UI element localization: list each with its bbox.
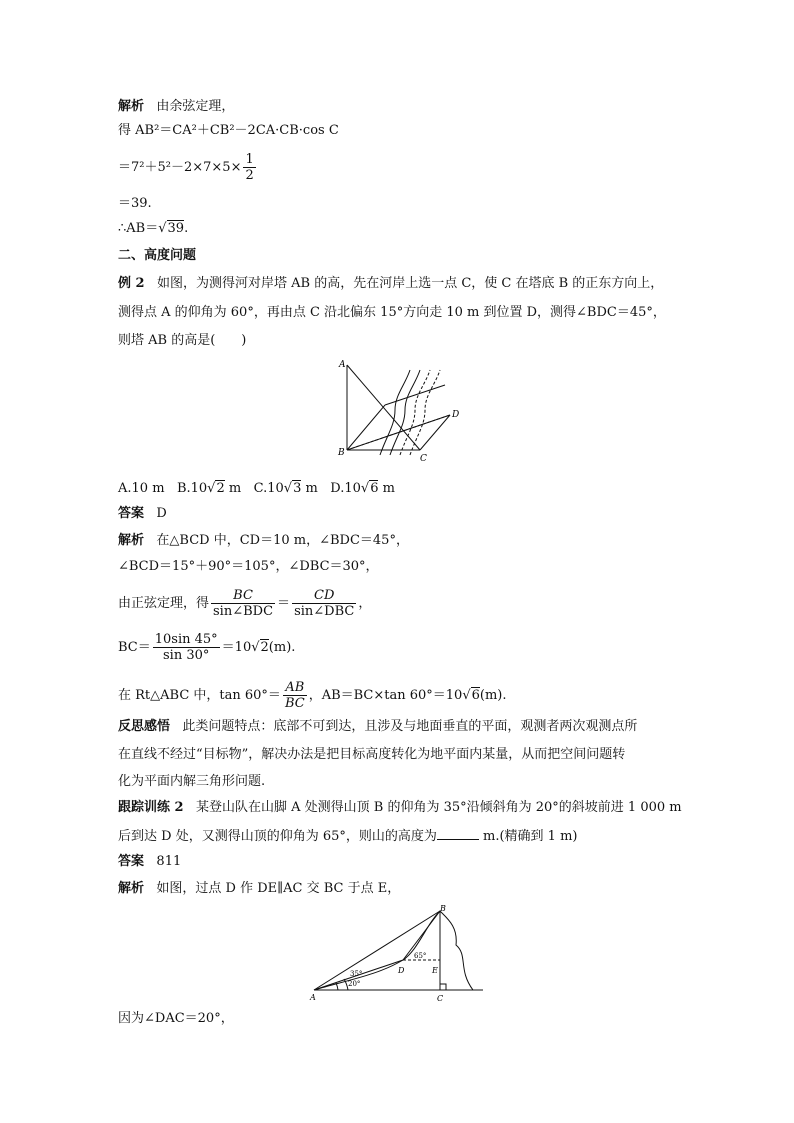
option-b[interactable]: B.10√2 m [176,481,242,496]
practice-label: 跟踪训练 2 [118,800,184,815]
practice2-line1 [118,799,682,817]
example2-sol4: BC＝ $\frac{10\sin 45^\circ}{\sin 30^\circ}$ ＝10√2(m). [118,632,296,663]
practice2-sol2: 因为∠DAC＝20°， [118,1011,234,1026]
solution-label: 解析 [118,533,145,548]
example2-options [118,480,395,498]
point-label-B: B [338,448,345,458]
fraction-cd-sin [292,588,356,619]
example2-sol2: ∠BCD＝15°＋90°＝105°，∠DBC＝30°， [118,559,379,574]
example2-line3: 则塔 AB 的高是( ) [118,333,247,348]
fraction-numerator: CD [292,588,356,604]
example2-line1 [118,275,663,293]
radicand: 6 [471,688,480,703]
formula-text: (m). [268,640,296,655]
solution-label: 解析 [118,99,145,114]
fraction-denominator: sin 30° [163,648,210,663]
reflection-label: 反思感悟 [118,719,171,734]
answer-value: D [156,506,167,521]
answer-value: 811 [156,854,182,869]
point-label-B: B [440,905,446,913]
fraction-denominator: BC [284,696,305,711]
fraction-denominator: sin∠BDC [213,604,274,619]
fraction-numerator: 1 [245,152,254,167]
mountain-figure [308,905,488,1003]
point-label-D: D [398,966,405,975]
practice2-answer [118,853,181,871]
solution1-intro-line [118,98,234,116]
option-d[interactable]: D.10√6 m [330,481,395,496]
formula-text: ＝ [277,596,291,611]
solution1-line3 [118,152,258,183]
point-label-E: E [432,966,438,975]
formula-text: (m). [479,688,507,703]
angle-label-35: 35° [350,970,363,978]
practice2-sol1 [118,880,400,898]
reflection-line3: 化为平面内解三角形问题. [118,774,266,789]
formula-text: ，AB＝BC×tan 60°＝10 [308,688,463,703]
example2-sol3 [118,588,371,619]
option-d-text: D.10 [330,481,361,496]
reflection-line1 [118,718,637,736]
fraction-denominator: sin∠DBC [294,604,355,619]
solution-text: 在△BCD 中，CD＝10 m，∠BDC＝45°， [156,533,409,548]
formula-text: ＝10 [221,640,252,655]
question-text: 后到达 D 处，又测得山顶的仰角为 65°，则山的高度为 [118,829,437,844]
solution-text: 如图，过点 D 作 DE∥AC 交 BC 于点 E， [156,881,401,896]
solution1-line2: 得 AB²＝CA²＋CB²－2CA·CB·cos C [118,123,339,138]
fraction-numerator: BC [211,588,275,604]
option-a[interactable]: A.10 m [118,481,165,496]
fraction-sin [153,632,220,663]
solution1-line5: ∴AB＝√39. [118,221,189,236]
option-c-text: C.10 [253,481,284,496]
option-b-unit: m [228,481,242,496]
answer-blank[interactable] [437,827,479,840]
radicand: 2 [260,640,269,655]
angle-label-20: 20° [348,980,361,988]
formula-text: ＝7²＋5²－2×7×5× [118,160,242,175]
solution-text: 由余弦定理， [156,99,235,114]
point-label-D: D [452,410,460,420]
example2-sol5: 在 Rt△ABC 中，tan 60°＝ $\frac{AB}{BC}$ ，AB＝BC×tan 60°＝10√6(m). [118,680,507,711]
section-heading: 二、高度问题 [118,248,197,263]
option-d-radicand: 6 [370,481,379,496]
fraction-ab-bc [283,680,307,711]
option-c-radicand: 3 [293,481,302,496]
option-c[interactable]: C.10√3 m [253,481,318,496]
question-text: m.(精确到 1 m) [483,829,578,844]
formula-text: 在 Rt△ABC 中，tan 60°＝ [118,688,281,703]
formula-text: ∴AB＝ [118,221,159,236]
answer-label: 答案 [118,854,145,869]
option-b-text: B.10 [176,481,208,496]
formula-text: 由正弦定理，得 [118,596,210,611]
example2-line2: 测得点 A 的仰角为 60°，再由点 C 沿北偏东 15°方向走 10 m 到位置 D，测得∠BDC＝45°， [118,305,666,320]
fraction-bc-sin [211,588,275,619]
practice2-line2 [118,827,577,846]
question-text: 某登山队在山脚 A 处测得山顶 B 的仰角为 35°沿倾斜角为 20°的斜坡前进 1 000 m [195,800,682,815]
point-label-C: C [420,454,427,464]
option-c-unit: m [305,481,318,496]
formula-text: . [184,221,189,236]
example-label: 例 2 [118,276,145,291]
question-text: 如图，为测得河对岸塔 AB 的高，先在河岸上选一点 C，使 C 在塔底 B 的正东方向上， [156,276,664,291]
example2-sol1 [118,532,409,550]
fraction-denominator: 2 [245,168,254,183]
fraction-numerator: AB [283,680,307,696]
point-label-A: A [310,993,316,1002]
solution-label: 解析 [118,881,145,896]
point-label-A: A [339,360,346,370]
option-b-radicand: 2 [216,481,225,496]
point-label-C: C [437,994,444,1003]
fraction-numerator: 10sin 45° [154,632,218,647]
reflection-text: 此类问题特点：底部不可到达，且涉及与地面垂直的平面，观测者两次观测点所 [182,719,638,734]
formula-text: BC＝ [118,640,151,655]
answer-label: 答案 [118,506,145,521]
angle-label-65: 65° [414,952,427,960]
reflection-line2: 在直线不经过“目标物”，解决办法是把目标高度转化为地平面内某量，从而把空间问题转 [118,747,626,762]
solution1-line4: ＝39. [118,196,152,211]
option-d-unit: m [382,481,395,496]
example2-answer [118,505,167,523]
fraction-half [243,152,255,183]
tower-river-figure [335,355,465,465]
formula-text: ， [358,596,372,611]
radicand: 39 [167,221,185,236]
